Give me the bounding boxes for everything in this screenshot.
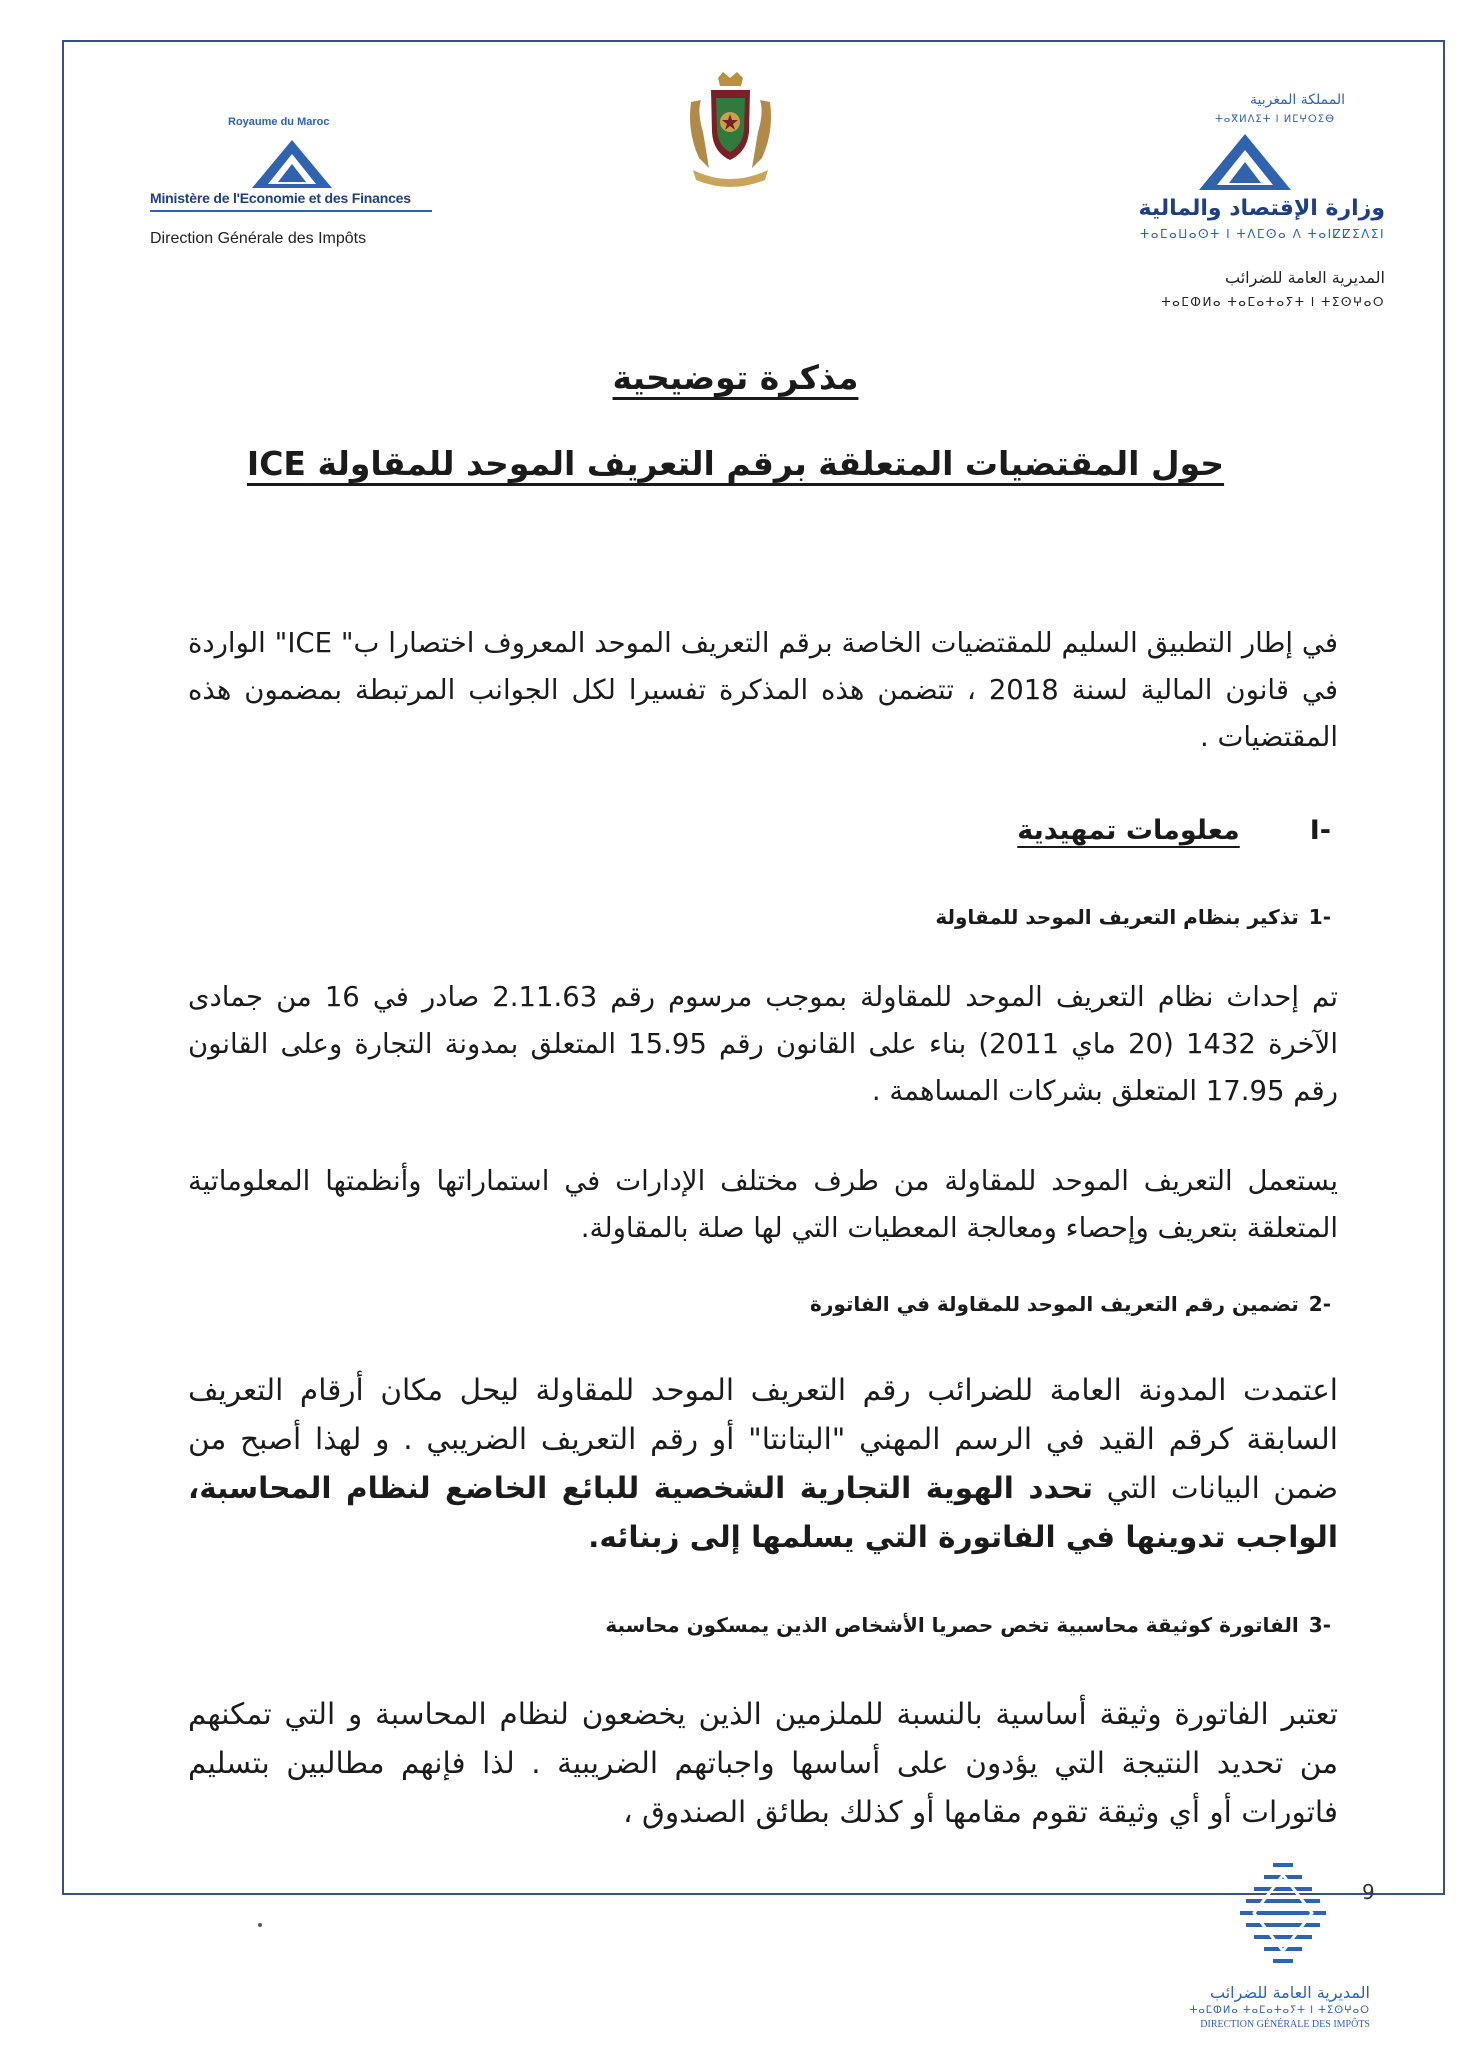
subsection-number: -3	[1308, 1613, 1331, 1637]
royal-coat-of-arms-icon	[683, 72, 778, 190]
direction-arabic: المديرية العامة للضرائب	[1225, 268, 1385, 287]
paragraph-usage: يستعمل التعريف الموحد للمقاولة من طرف مختلف الإدارات في استماراتها وأنظمتها المعلوماتية المتعلقة بتعريف وإحصاء ومعالجة المعطيات التي لها صلة بالمقاولة.	[188, 1165, 1338, 1244]
paragraph-invoice-ice-p2: و لهذا أصبح من ضمن البيانات التي	[188, 1422, 1338, 1505]
dgi-globe-icon	[1228, 1855, 1338, 1975]
footer-direction-arabic: المديرية العامة للضرائب	[1210, 1983, 1370, 2002]
page-number: 9	[1362, 1880, 1375, 1904]
header-left-logo	[150, 112, 450, 262]
subsection-heading-2	[810, 1292, 1331, 1316]
subsection-label: تذكير بنظام التعريف الموحد للمقاولة	[935, 905, 1299, 929]
footer-direction-tifinagh: ⵜⴰⵎⵀⵍⴰ ⵜⴰⵎⴰⵜⴰⵢⵜ ⵏ ⵜⵉⵙⵖⴰⵔ	[1189, 2005, 1370, 2016]
document-subtitle: حول المقتضيات المتعلقة برقم التعريف الموحد للمقاولة ICE	[246, 444, 1225, 483]
subsection-label: تضمين رقم التعريف الموحد للمقاولة في الفاتورة	[810, 1292, 1299, 1316]
ministry-tifinagh: ⵜⴰⵎⴰⵡⴰⵙⵜ ⵏ ⵜⴷⵎⵙⴰ ⴷ ⵜⴰⵏⵇⵇⵉⴷⵉⵏ	[1140, 227, 1385, 241]
scan-mark	[258, 1923, 262, 1927]
footer-direction-french: DIRECTION GÉNÉRALE DES IMPÔTS	[1200, 2019, 1370, 2030]
direction-text-fr: Direction Générale des Impôts	[150, 230, 367, 247]
section-label: معلومات تمهيدية	[1017, 815, 1240, 846]
paragraph-invoice-ice	[188, 1366, 1338, 1562]
ministry-triangle-icon-right	[1197, 132, 1293, 192]
paragraph-invoice-ice-emphasis: تحدد الهوية التجارية الشخصية للبائع الخاضع لنظام المحاسبة، الواجب تدوينها في الفاتورة التي يسلمها إلى زبنائه.	[188, 1471, 1338, 1554]
kingdom-tifinagh: ⵜⴰⴳⵍⴷⵉⵜ ⵏ ⵍⵎⵖⵔⵉⴱ	[1215, 114, 1335, 125]
paragraph-invoice-document: تعتبر الفاتورة وثيقة أساسية بالنسبة للملزمين الذين يخضعون لنظام المحاسبة و التي تمكنهم من تحديد النتيجة التي يؤدون على أساسها واجباتهم الضريبية . لذا فإنهم مطالبين بتسليم فاتورات أو أي وثيقة تقوم مقامها أو كذلك بطائق الصندوق ،	[188, 1697, 1338, 1829]
kingdom-arabic: المملكة المغربية	[1249, 92, 1345, 108]
document-title: مذكرة توضيحية	[612, 358, 859, 397]
ministry-arabic: وزارة الإقتصاد والمالية	[1138, 196, 1385, 221]
subsection-label: الفاتورة كوثيقة محاسبية تخص حصريا الأشخاص الذين يمسكون محاسبة	[605, 1613, 1299, 1637]
royaume-text: Royaume du Maroc	[228, 116, 330, 128]
header-left-rule	[150, 210, 432, 212]
ministere-text: Ministère de l'Economie et des Finances	[150, 190, 411, 206]
subsection-number: -2	[1308, 1292, 1331, 1316]
direction-tifinagh: ⵜⴰⵎⵀⵍⴰ ⵜⴰⵎⴰⵜⴰⵢⵜ ⵏ ⵜⵉⵙⵖⴰⵔ	[1161, 295, 1385, 309]
paragraph-invoice-ice-p1: اعتمدت المدونة العامة للضرائب رقم التعريف الموحد للمقاولة ليحل مكان أرقام التعريف السابقة كرقم القيد في الرسم المهني "البتانتا" أو رقم التعريف الضريبي .	[188, 1373, 1338, 1456]
subsection-number: -1	[1308, 905, 1331, 929]
intro-paragraph: في إطار التطبيق السليم للمقتضيات الخاصة برقم التعريف الموحد المعروف اختصارا ب" ICE" الواردة في قانون المالية لسنة 2018 ، تتضمن هذه المذكرة تفسيرا لكل الجوانب المرتبطة بمضمون هذه المقتضيات .	[188, 627, 1338, 753]
header-right-logo	[1085, 92, 1385, 322]
ministry-triangle-icon	[250, 138, 334, 190]
subsection-heading-1	[935, 905, 1331, 929]
paragraph-decree: تم إحداث نظام التعريف الموحد للمقاولة بموجب مرسوم رقم 2.11.63 صادر في 16 من جمادى الآخرة 1432 (20 ماي 2011) بناء على القانون رقم 15.95 المتعلق بمدونة التجارة وعلى القانون رقم 17.95 المتعلق بشركات المساهمة .	[188, 981, 1339, 1107]
section-heading-1	[1017, 815, 1331, 846]
subsection-heading-3	[605, 1613, 1331, 1637]
section-number: -I	[1309, 815, 1331, 846]
